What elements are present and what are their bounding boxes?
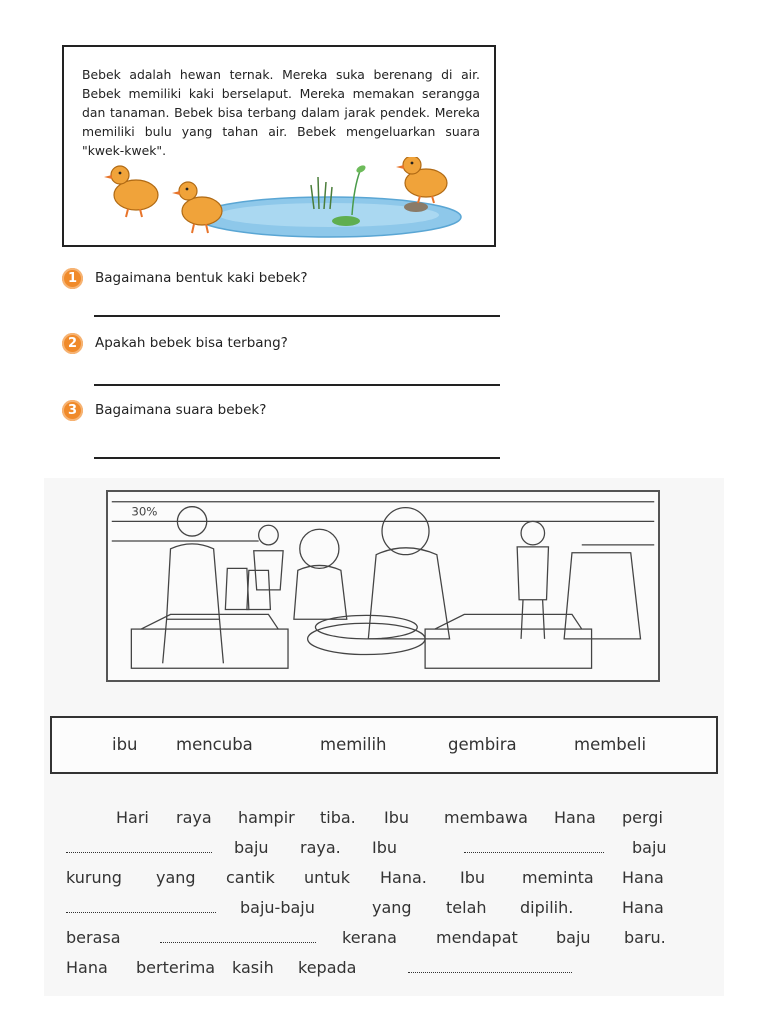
cloze-word: raya [176, 808, 212, 827]
cloze-blank[interactable] [408, 958, 572, 973]
word-bank [50, 716, 718, 774]
cloze-word: tiba. [320, 808, 356, 827]
cloze-word: kasih [232, 958, 274, 977]
answer-line[interactable] [94, 315, 500, 317]
cloze-word: telah [446, 898, 487, 917]
ducks-pond-illustration [64, 157, 494, 245]
question-number-badge: 1 [62, 268, 83, 289]
cloze-word: hampir [238, 808, 295, 827]
cloze-blank[interactable] [66, 838, 212, 853]
cloze-word: berasa [66, 928, 121, 947]
cloze-line-1 [66, 808, 678, 832]
answer-line[interactable] [94, 384, 500, 386]
cloze-word: Ibu [460, 868, 486, 887]
cloze-word: kepada [298, 958, 357, 977]
passage-text: Bebek adalah hewan ternak. Mereka suka berenang di air. Bebek memiliki kaki berselaput. Mereka memakan serangga dan tanaman. Bebek bisa terbang dalam jarak pendek. Mereka memiliki bulu yang tahan air. Bebek mengeluarkan suara "kwek-kwek". [82, 67, 480, 158]
cloze-word: baju-baju [240, 898, 315, 917]
cloze-line-5 [66, 928, 678, 952]
cloze-word: Ibu [372, 838, 398, 857]
cloze-word: baju [556, 928, 591, 947]
cloze-word: membawa [444, 808, 528, 827]
shop-scene-drawing [108, 492, 658, 680]
cloze-line-3 [66, 868, 678, 892]
cloze-word: Hana [554, 808, 596, 827]
question-number-badge: 2 [62, 333, 83, 354]
cloze-word: Ibu [384, 808, 410, 827]
question-1 [62, 268, 502, 328]
cloze-word: dipilih. [520, 898, 574, 917]
duck-3 [396, 157, 447, 203]
cloze-word: Hana [622, 868, 664, 887]
cloze-word: yang [372, 898, 412, 917]
cloze-word: pergi [622, 808, 663, 827]
word-option[interactable]: mencuba [176, 735, 253, 754]
discount-sign: 30% [131, 504, 158, 519]
cloze-word: untuk [304, 868, 350, 887]
cloze-word: yang [156, 868, 196, 887]
cloze-word: kurung [66, 868, 122, 887]
word-option[interactable]: ibu [112, 735, 138, 754]
word-option[interactable]: membeli [574, 735, 647, 754]
question-text: Apakah bebek bisa terbang? [95, 335, 288, 351]
word-option[interactable]: memilih [320, 735, 387, 754]
cloze-blank[interactable] [66, 898, 216, 913]
cloze-blank[interactable] [464, 838, 604, 853]
cloze-word: cantik [226, 868, 275, 887]
cloze-word: mendapat [436, 928, 518, 947]
cloze-word: Hana [66, 958, 108, 977]
question-text: Bagaimana suara bebek? [95, 402, 267, 418]
cloze-word: baru. [624, 928, 666, 947]
question-number-badge: 3 [62, 400, 83, 421]
passage-card [62, 45, 496, 247]
cloze-word: Hana. [380, 868, 427, 887]
cloze-word: meminta [522, 868, 594, 887]
cloze-blank[interactable] [160, 928, 316, 943]
shopping-scene-illustration [106, 490, 660, 682]
cloze-word: baju [632, 838, 667, 857]
cloze-word: berterima [136, 958, 216, 977]
question-3 [62, 400, 502, 460]
cloze-word: raya. [300, 838, 341, 857]
cloze-line-2 [66, 838, 678, 862]
cloze-word: Hari [116, 808, 149, 827]
cloze-line-4 [66, 898, 678, 922]
duck-1 [104, 166, 158, 217]
cloze-line-6 [66, 958, 678, 982]
question-text: Bagaimana bentuk kaki bebek? [95, 270, 308, 286]
answer-line[interactable] [94, 457, 500, 459]
scanned-worksheet [44, 478, 724, 996]
cloze-word: Hana [622, 898, 664, 917]
cloze-word: baju [234, 838, 269, 857]
question-2 [62, 333, 502, 393]
word-option[interactable]: gembira [448, 735, 517, 754]
cloze-word: kerana [342, 928, 397, 947]
